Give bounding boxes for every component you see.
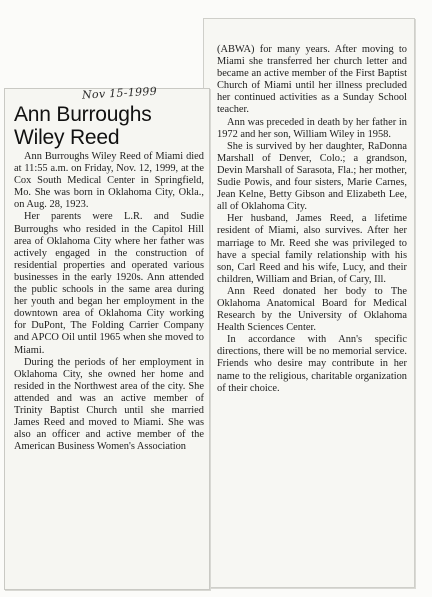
paragraph-continuation: (ABWA) for many years. After moving to Miami she transferred her church letter and became an active member of the First Baptist Church of Miami until her illness precluded her continued activities as a Sunday School teacher. xyxy=(217,44,407,116)
left-column xyxy=(14,151,204,453)
paragraph: She is survived by her daughter, RaDonna Marshall of Denver, Colo.; a grandson, Devin Marshall of Sarasota, Fla.; her mother, Sudie Powis, and four sisters, Marie Carnes, Jean Kelne, Betty Gibson and Elizabeth Lee, all of Oklahoma City. xyxy=(217,140,407,213)
paragraph: Ann Reed donated her body to The Oklahoma Anatomical Board for Medical Research by the University of Oklahoma Health Sciences Center. xyxy=(217,285,407,334)
paragraph: During the periods of her employment in Oklahoma City, she owned her home and resided in the Northwest area of the city. She attended and was an active member of Trinity Baptist Church until she married James Reed and moved to Miami. She was also an officer and active member of the American Business Women's Association xyxy=(14,356,204,453)
right-column xyxy=(217,44,407,395)
obituary-headline: Ann Burroughs Wiley Reed xyxy=(14,103,152,149)
paragraph: Ann Burroughs Wiley Reed of Miami died at 11:55 a.m. on Friday, Nov. 12, 1999, at the Cox South Medical Center in Springfield, Mo. She was born in Oklahoma City, Okla., on Aug. 28, 1923. xyxy=(14,151,204,211)
handwritten-date: Nov 15-1999 xyxy=(81,84,158,102)
paragraph: Her husband, James Reed, a lifetime resident of Miami, also survives. After her marriage to Mr. Reed she was privileged to have a special family relationship with his son, Carl Reed and his wife, Lucy, and their children, William and Brian, of Cary, Ill. xyxy=(217,213,407,285)
paragraph: In accordance with Ann's specific directions, there will be no memorial service. Friends who desire may contribute in her name to the religious, charitable organization of their choice. xyxy=(217,334,407,394)
paragraph: Her parents were L.R. and Sudie Burroughs who resided in the Capitol Hill area of Oklahoma City where her father was actively engaged in the construction of residential properties and operated various businesses in the early 1920s. Ann attended the public schools in the same area during her youth and began her employment in the downtown area of Oklahoma City working for DuPont, The Folding Carrier Company and APCO Oil until 1965 when she moved to Miami. xyxy=(14,211,204,356)
paragraph: Ann was preceded in death by her father in 1972 and her son, William Wiley in 1958. xyxy=(217,116,407,140)
